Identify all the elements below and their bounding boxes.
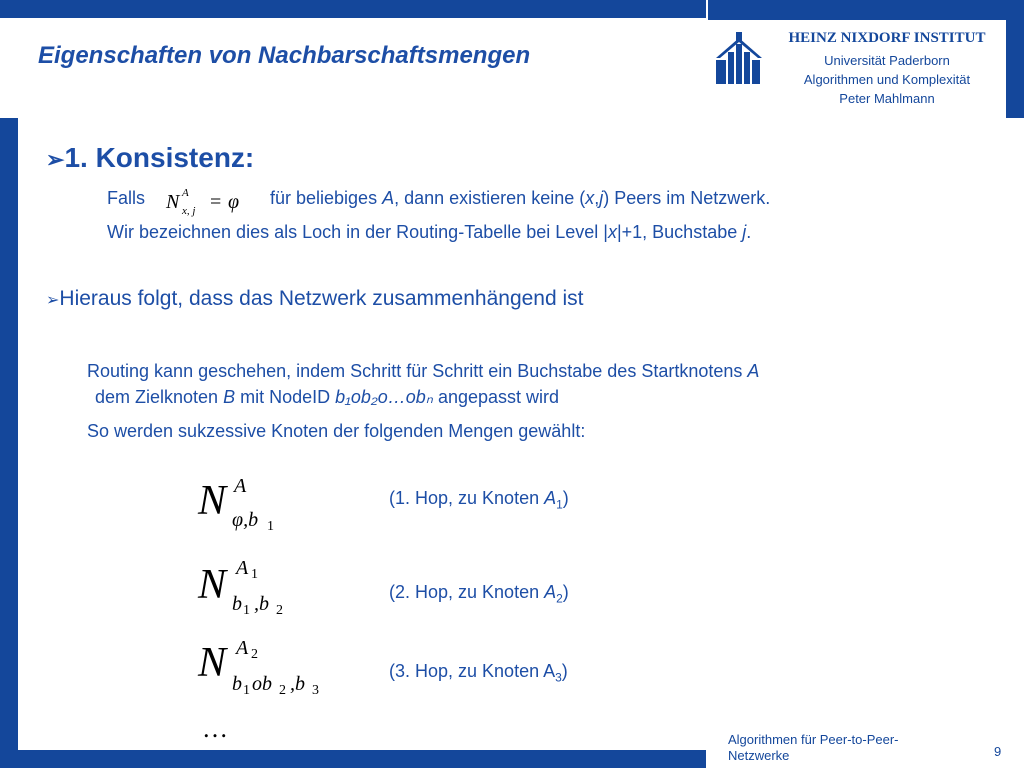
neighborhood-formula (164, 184, 254, 218)
svg-text:x, j: x, j (182, 205, 196, 217)
hop1-label: (1. Hop, zu Knoten $A_1$) (389, 488, 569, 512)
svg-text:b: b (232, 673, 242, 695)
hop2-label: (2. Hop, zu Knoten $A_2$) (389, 582, 569, 606)
university-logo-icon (714, 30, 764, 86)
svg-text:1: 1 (251, 567, 258, 582)
page-number: 9 (994, 744, 1002, 759)
footer-course-title: Algorithmen für Peer-to-Peer-Netzwerke (728, 732, 899, 763)
svg-text:N: N (198, 640, 227, 686)
falls-text: für beliebiges A, dann existieren keine (x,j) Peers im Netzwerk. (270, 188, 771, 208)
svg-text:A: A (236, 557, 249, 579)
svg-text:2: 2 (251, 647, 258, 662)
hop2-formula (196, 552, 306, 620)
svg-text:ob: ob (252, 673, 272, 695)
svg-text:1: 1 (243, 603, 250, 618)
bullet-arrow-icon: ➢ (46, 292, 60, 309)
hop3-label: (3. Hop, zu Knoten $A_3$) (389, 661, 568, 685)
svg-text:,b: ,b (254, 593, 269, 615)
section-heading (46, 142, 254, 174)
hop3-formula (196, 630, 336, 700)
svg-text:φ: φ (228, 191, 240, 213)
routing-text-line2: dem Zielknoten B mit NodeID b₁ob₂o…obₙ angepasst wird (95, 387, 560, 407)
routing-text-line1: Routing kann geschehen, indem Schritt für Schritt ein Buchstabe des Startknotens A (87, 361, 760, 381)
svg-text:3: 3 (312, 683, 319, 698)
svg-text:φ,b: φ,b (232, 509, 259, 531)
svg-text:,b: ,b (290, 673, 305, 695)
hole-definition-text: Wir bezeichnen dies als Loch in der Routing-Tabelle bei Level |x|+1, Buchstabe j. (107, 222, 752, 242)
svg-text:A: A (234, 475, 247, 497)
svg-text:1: 1 (267, 519, 274, 532)
hop1-formula (196, 470, 296, 532)
ellipsis: … (202, 714, 228, 743)
svg-text:b: b (232, 593, 242, 615)
section-heading-text: 1. Konsistenz: (64, 142, 255, 173)
svg-text:N: N (198, 478, 227, 524)
bullet-arrow-icon: ➢ (46, 147, 65, 172)
slide-title: Eigenschaften von Nachbarschaftsmengen (38, 42, 531, 69)
svg-text:2: 2 (276, 603, 283, 618)
left-frame-bar (0, 118, 18, 768)
svg-text:A: A (236, 637, 249, 659)
svg-text:A: A (182, 187, 189, 199)
svg-text:=: = (210, 191, 222, 213)
svg-text:N: N (166, 191, 180, 213)
svg-text:N: N (198, 562, 227, 608)
falls-label: Falls (107, 188, 146, 208)
svg-text:2: 2 (279, 683, 286, 698)
svg-text:1: 1 (243, 683, 250, 698)
institute-university: Universität Paderborn (824, 53, 950, 68)
bullet-connected: ➢Hieraus folgt, dass das Netzwerk zusammenhängend ist (46, 287, 584, 310)
institute-author: Peter Mahlmann (839, 91, 935, 106)
top-frame-bar (0, 0, 706, 18)
bottom-frame-bar (0, 750, 706, 768)
routing-text-line3: So werden sukzessive Knoten der folgenden Mengen gewählt: (87, 421, 586, 441)
institute-name: HEINZ NIXDORF INSTITUT (788, 30, 986, 46)
institute-department: Algorithmen und Komplexität (803, 72, 971, 87)
